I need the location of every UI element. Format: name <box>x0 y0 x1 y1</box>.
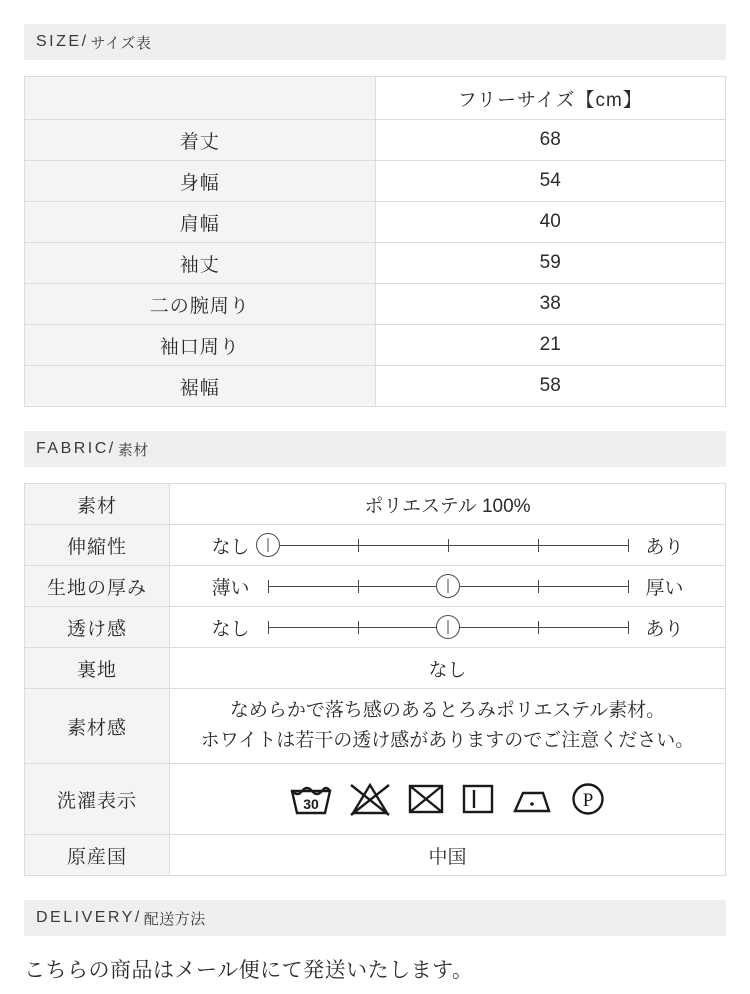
fabric-texture-value <box>170 689 726 764</box>
table-row <box>25 77 726 120</box>
fabric-section-label-en: FABRIC/ <box>36 440 116 457</box>
size-row-value-1: 54 <box>375 161 726 202</box>
size-row-label-3: 袖丈 <box>25 243 376 284</box>
table-row <box>25 835 726 876</box>
wash-symbol-list <box>170 779 725 819</box>
size-row-label-5: 袖口周り <box>25 325 376 366</box>
sheerness-scale <box>268 614 628 640</box>
scale-tick <box>538 580 539 593</box>
sheerness-scale-right-label: あり <box>645 618 684 640</box>
fabric-thickness-value <box>170 566 726 607</box>
fabric-texture-label: 素材感 <box>25 689 170 764</box>
fabric-lining-label: 裏地 <box>25 648 170 689</box>
sheerness-scale-marker <box>436 615 460 639</box>
product-spec-page <box>0 24 750 994</box>
size-row-value-2: 40 <box>375 202 726 243</box>
table-row <box>25 161 726 202</box>
table-row <box>25 284 726 325</box>
scale-tick <box>538 621 539 634</box>
fabric-stretch-value <box>170 525 726 566</box>
size-table-header-value: フリーサイズ【cm】 <box>375 77 726 120</box>
table-row <box>25 607 726 648</box>
size-row-value-6: 58 <box>375 366 726 407</box>
no-tumble-dry-icon <box>406 779 446 819</box>
stretch-scale-marker <box>256 533 280 557</box>
fabric-sheerness-value <box>170 607 726 648</box>
fabric-material-label: 素材 <box>25 484 170 525</box>
drip-dry-icon <box>460 779 496 819</box>
scale-tick <box>628 621 629 634</box>
fabric-texture-line-2: ホワイトは若干の透け感がありますのでご注意ください。 <box>200 730 695 751</box>
table-row <box>25 202 726 243</box>
stretch-scale <box>268 532 628 558</box>
size-row-label-2: 肩幅 <box>25 202 376 243</box>
fabric-lining-value: なし <box>170 648 726 689</box>
fabric-section-label-ja: 素材 <box>117 441 149 459</box>
scale-tick <box>358 621 359 634</box>
table-row <box>25 243 726 284</box>
delivery-section-header <box>24 900 726 936</box>
size-row-label-4: 二の腕周り <box>25 284 376 325</box>
table-row <box>25 648 726 689</box>
size-row-value-3: 59 <box>375 243 726 284</box>
table-row <box>25 366 726 407</box>
fabric-texture-line-1: なめらかで落ち感のあるとろみポリエステル素材。 <box>229 699 666 721</box>
fabric-thickness-label: 生地の厚み <box>25 566 170 607</box>
size-table <box>24 76 726 407</box>
delivery-description: こちらの商品はメール便にて発送いたします。 <box>24 959 474 982</box>
size-table-corner <box>25 77 376 120</box>
stretch-scale-right-label: あり <box>645 536 684 558</box>
thickness-scale-left-label: 薄い <box>211 577 250 599</box>
svg-text:P: P <box>582 790 593 811</box>
table-row <box>25 120 726 161</box>
fabric-table <box>24 483 726 876</box>
svg-text:30: 30 <box>302 796 319 812</box>
size-section-label-ja: サイズ表 <box>90 34 152 52</box>
thickness-scale <box>268 573 628 599</box>
size-row-label-1: 身幅 <box>25 161 376 202</box>
fabric-wash-value <box>170 764 726 835</box>
sheerness-scale-left-label: なし <box>211 618 250 640</box>
table-row <box>25 325 726 366</box>
thickness-scale-right-label: 厚い <box>645 577 684 599</box>
table-row <box>25 525 726 566</box>
size-row-value-4: 38 <box>375 284 726 325</box>
table-row <box>25 764 726 835</box>
scale-tick <box>628 580 629 593</box>
wash-30-icon <box>288 779 334 819</box>
delivery-section-label-en: DELIVERY/ <box>36 909 142 926</box>
size-row-value-0: 68 <box>375 120 726 161</box>
scale-tick <box>268 621 269 634</box>
table-row <box>25 566 726 607</box>
scale-tick <box>268 580 269 593</box>
size-row-value-5: 21 <box>375 325 726 366</box>
fabric-origin-label: 原産国 <box>25 835 170 876</box>
no-bleach-icon <box>348 779 392 819</box>
scale-tick <box>628 539 629 552</box>
iron-low-icon <box>510 779 554 819</box>
size-row-label-6: 裾幅 <box>25 366 376 407</box>
size-row-label-0: 着丈 <box>25 120 376 161</box>
dry-clean-p-icon <box>568 779 608 819</box>
size-section-header <box>24 24 726 60</box>
fabric-stretch-label: 伸縮性 <box>25 525 170 566</box>
fabric-section-header <box>24 431 726 467</box>
delivery-section-label-ja: 配送方法 <box>143 910 206 928</box>
size-section-label-en: SIZE/ <box>36 33 89 50</box>
fabric-sheerness-label: 透け感 <box>25 607 170 648</box>
stretch-scale-left-label: なし <box>211 536 250 558</box>
scale-tick <box>448 539 449 552</box>
fabric-origin-value: 中国 <box>170 835 726 876</box>
fabric-material-value: ポリエステル 100% <box>170 484 726 525</box>
thickness-scale-marker <box>436 574 460 598</box>
table-row <box>25 689 726 764</box>
scale-tick <box>358 539 359 552</box>
fabric-wash-label: 洗濯表示 <box>25 764 170 835</box>
scale-tick <box>538 539 539 552</box>
table-row <box>25 484 726 525</box>
scale-tick <box>358 580 359 593</box>
